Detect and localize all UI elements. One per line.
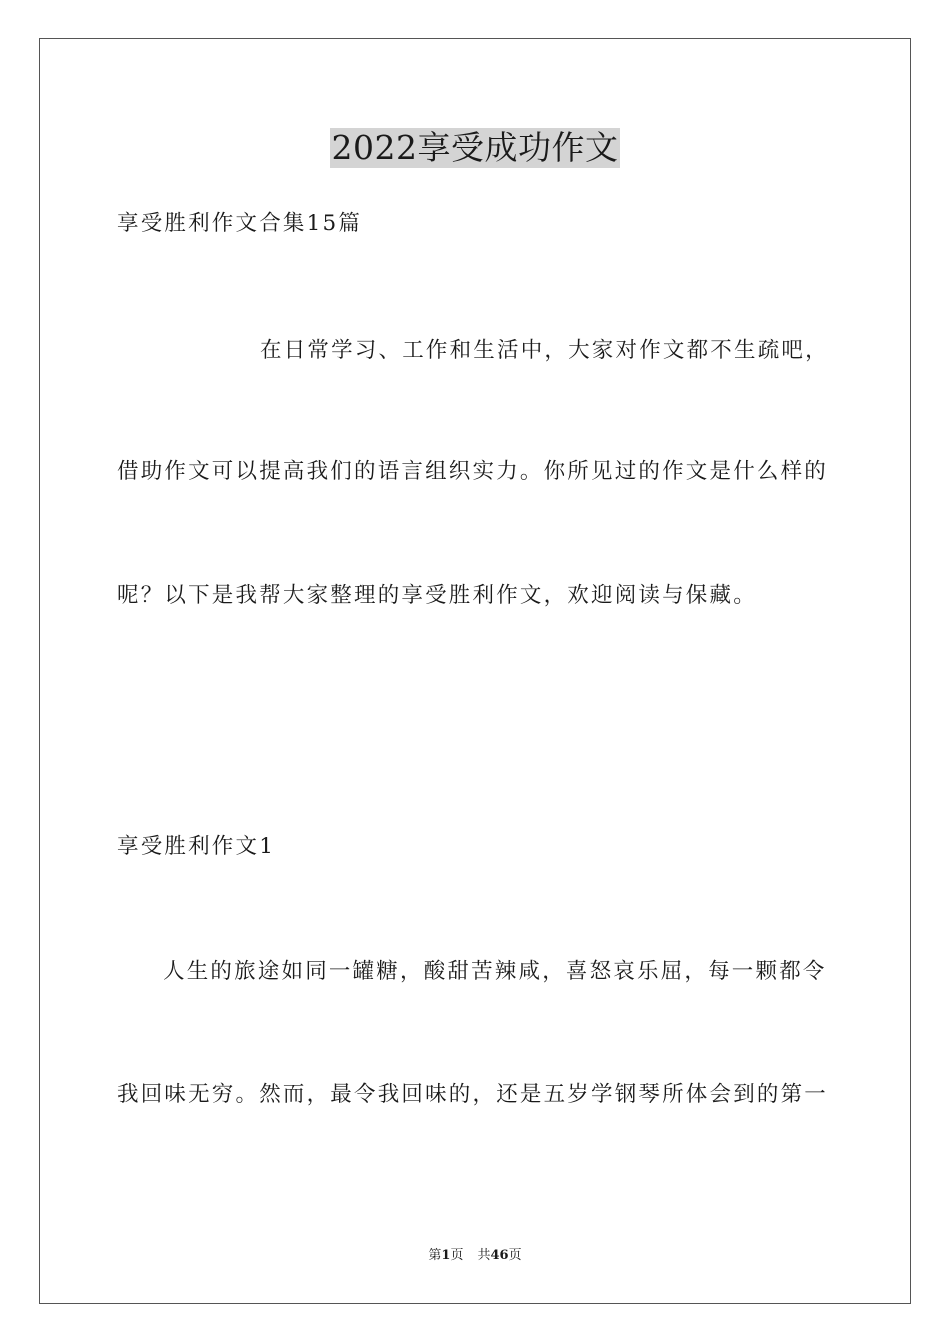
page-footer [0,1247,950,1265]
footer-total-prefix: 共 [477,1248,491,1263]
body-line-2: 我回味无穷。然而，最令我回味的，还是五岁学钢琴所体会到的第一 [117,1082,829,1107]
document-subtitle: 享受胜利作文合集15篇 [117,211,363,236]
section-heading: 享受胜利作文1 [117,834,276,859]
footer-page-suffix: 页 [450,1248,464,1263]
footer-page-prefix: 第 [428,1248,442,1263]
intro-line-3: 呢？以下是我帮大家整理的享受胜利作文，欢迎阅读与保藏。 [117,583,757,608]
intro-line-2: 借助作文可以提高我们的语言组织实力。你所见过的作文是什么样的 [117,459,829,484]
footer-total-suffix: 页 [508,1248,522,1263]
footer-total-pages: 46 [490,1248,509,1263]
body-line-1: 人生的旅途如同一罐糖，酸甜苦辣咸，喜怒哀乐屈，每一颗都令 [163,959,827,984]
footer-page-number: 1 [441,1248,451,1263]
title-container [0,128,950,168]
intro-line-1: 在日常学习、工作和生活中，大家对作文都不生疏吧， [260,338,829,363]
document-title: 2022享受成功作文 [331,128,619,167]
